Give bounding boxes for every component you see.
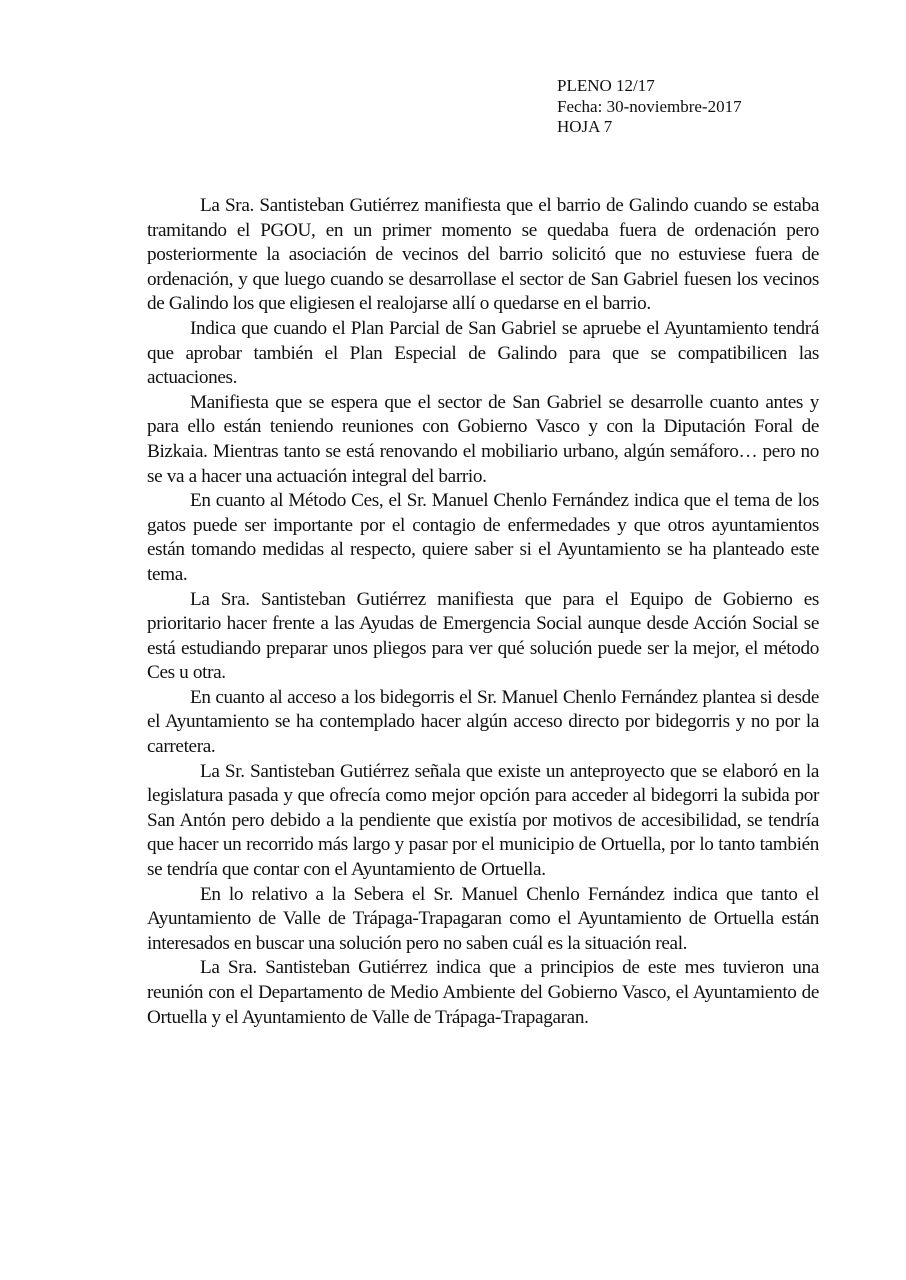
paragraph-plan-parcial: Indica que cuando el Plan Parcial de San Gabriel se apruebe el Ayuntamiento tendrá que aprobar también el Plan Especial de Galindo para que se compatibilicen las actuaciones. (147, 317, 819, 389)
document-body (147, 194, 819, 1030)
paragraph-bidegorris-answer: La Sr. Santisteban Gutiérrez señala que existe un anteproyecto que se elaboró en la legislatura pasada y que ofrecía como mejor opción para acceder al bidegorri la subida por San Antón pero debido a la pendiente que existía por motivos de accesibilidad, se tendría que hacer un recorrido más largo y pasar por el municipio de Ortuella, por lo tanto también se tendría que contar con el Ayuntamiento de Ortuella. (147, 760, 819, 881)
paragraph-sebera-answer: La Sra. Santisteban Gutiérrez indica que a principios de este mes tuvieron una reunión con el Departamento de Medio Ambiente del Gobierno Vasco, el Ayuntamiento de Ortuella y el Ayuntamiento de Valle de Trápaga-Trapagaran. (147, 957, 819, 1028)
page-header (557, 76, 742, 138)
paragraph-sebera-question: En lo relativo a la Sebera el Sr. Manuel Chenlo Fernández indica que tanto el Ayuntamiento de Valle de Trápaga-Trapagaran como el Ayuntamiento de Ortuella están interesados en buscar una solución pero no saben cuál es la situación real. (147, 883, 819, 954)
paragraph-metodo-ces-question: En cuanto al Método Ces, el Sr. Manuel Chenlo Fernández indica que el tema de los gatos puede ser importante por el contagio de enfermedades y que otros ayuntamientos están tomando medidas al respecto, quiere saber si el Ayuntamiento se ha planteado este tema. (147, 490, 819, 585)
paragraph-bidegorris-question: En cuanto al acceso a los bidegorris el Sr. Manuel Chenlo Fernández plantea si desde el Ayuntamiento se ha contemplado hacer algún acceso directo por bidegorris y no por la carretera. (147, 686, 819, 758)
session-label: PLENO 12/17 (557, 76, 655, 95)
paragraph-galindo-pgou: La Sra. Santisteban Gutiérrez manifiesta que el barrio de Galindo cuando se estaba tramitando el PGOU, en un primer momento se quedaba fuera de ordenación pero posteriormente la asociación de vecinos del barrio solicitó que no estuviese fuera de ordenación, y que luego cuando se desarrollase el sector de San Gabriel fuesen los vecinos de Galindo los que eligiesen el realojarse allí o quedarse en el barrio. (147, 195, 819, 315)
paragraph-san-gabriel: Manifiesta que se espera que el sector de San Gabriel se desarrolle cuanto antes y para ello están teniendo reuniones con Gobierno Vasco y con la Diputación Foral de Bizkaia. Mientras tanto se está renovando el mobiliario urbano, algún semáforo… pero no se va a hacer una actuación integral del barrio. (147, 391, 819, 487)
paragraph-metodo-ces-answer: La Sra. Santisteban Gutiérrez manifiesta que para el Equipo de Gobierno es prioritario hacer frente a las Ayudas de Emergencia Social aunque desde Acción Social se está estudiando preparar unos pliegos para ver qué solución puede ser la mejor, el método Ces u otra. (147, 588, 819, 684)
page-number-label: HOJA 7 (557, 117, 613, 136)
date-label: Fecha: 30-noviembre-2017 (557, 96, 742, 116)
